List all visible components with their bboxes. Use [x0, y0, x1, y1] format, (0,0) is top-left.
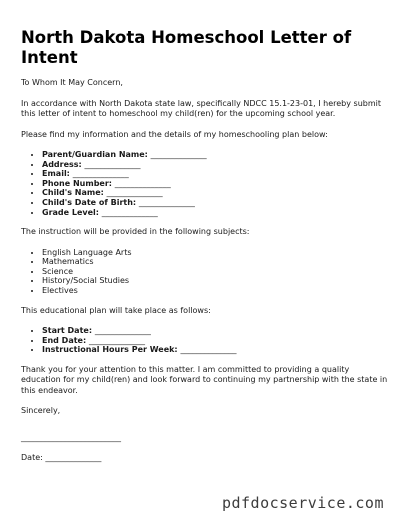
subject-item: • Science — [42, 267, 391, 277]
field-label: Child's Name: — [42, 188, 104, 198]
field-blank: ______________ — [94, 326, 151, 336]
field-label: Address: — [42, 159, 82, 169]
info-field-child-name — [42, 188, 391, 198]
schedule-prompt: This educational plan will take place as follows: — [21, 305, 211, 315]
document-title: North Dakota Homeschool Letter of Intent — [21, 28, 352, 67]
field-label: End Date: — [42, 335, 87, 345]
info-field-parent-name — [42, 150, 391, 160]
field-label: Child's Date of Birth: — [42, 197, 137, 207]
subject-item: • Mathematics — [42, 257, 391, 267]
subject-item: • History/Social Studies — [42, 276, 391, 286]
field-blank: ______________ — [84, 159, 141, 169]
field-label: Grade Level: — [42, 207, 99, 217]
schedule-fields-list — [21, 326, 391, 355]
intro-paragraph: In accordance with North Dakota state law, specifically NDCC 15.1-23-01, I hereby submit this letter of intent to homeschool my child(ren) for the upcoming school year. — [21, 98, 382, 118]
letter-page — [21, 28, 391, 463]
info-fields-list — [21, 150, 391, 217]
info-prompt: Please find my information and the details of my homeschooling plan below: — [21, 129, 328, 139]
info-field-grade-level — [42, 208, 391, 218]
field-blank: ______________ — [72, 169, 129, 179]
info-field-child-dob — [42, 198, 391, 208]
info-field-email — [42, 169, 391, 179]
date-label: Date: — [21, 452, 43, 462]
field-label: Instructional Hours Per Week: — [42, 345, 178, 355]
subject-item: • Electives — [42, 286, 391, 296]
info-field-phone — [42, 179, 391, 189]
schedule-field-end-date — [42, 336, 391, 346]
salutation: To Whom It May Concern, — [21, 78, 123, 87]
info-field-address — [42, 160, 391, 170]
field-label: Email: — [42, 169, 70, 179]
closing-paragraph: Thank you for your attention to this matter. I am committed to providing a quality education for my child(ren) and look forward to continuing my partnership with the state in this endeavor. — [21, 364, 388, 395]
field-label: Parent/Guardian Name: — [42, 150, 148, 159]
signature-line: _________________________ — [21, 432, 121, 442]
signoff: Sincerely, — [21, 406, 61, 416]
subjects-prompt: The instruction will be provided in the following subjects: — [21, 227, 250, 237]
field-blank: ______________ — [88, 335, 145, 345]
field-blank: ______________ — [106, 188, 163, 198]
subject-item: • English Language Arts — [42, 248, 391, 258]
field-label: Phone Number: — [42, 178, 112, 188]
field-blank: ______________ — [138, 197, 195, 207]
field-blank: ______________ — [150, 150, 207, 159]
field-label: Start Date: — [42, 326, 93, 336]
date-blank: ______________ — [45, 452, 102, 462]
field-blank: ______________ — [114, 178, 171, 188]
subjects-list — [21, 248, 391, 296]
date-line — [21, 453, 391, 463]
schedule-field-hours — [42, 345, 391, 355]
schedule-field-start-date — [42, 326, 391, 336]
field-blank: ______________ — [180, 345, 237, 355]
field-blank: ______________ — [101, 207, 158, 217]
watermark: pdfdocservice.com — [221, 494, 384, 512]
